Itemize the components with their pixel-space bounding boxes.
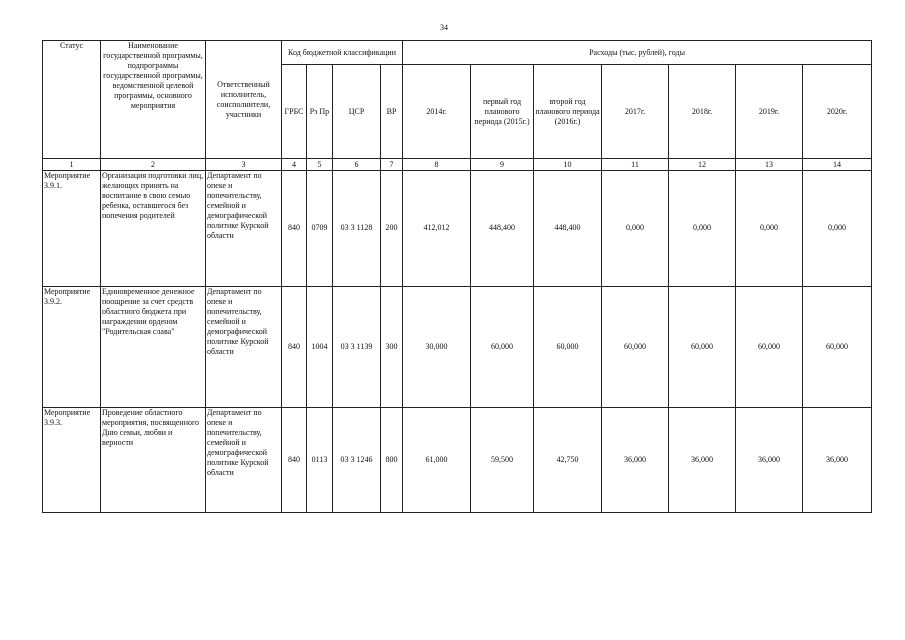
row-2015: 59,500 [471,407,534,513]
row-executor: Департамент по опеке и попечительству, семейной и демографической политике Курской области [206,287,282,408]
row-name: Организация подготовки лиц, желающих принять на воспитание в свою семью ребенка, оставшегося без попечения родителей [101,170,206,286]
row-2017: 60,000 [602,287,669,408]
column-number-row [43,159,872,170]
row-grbs: 840 [282,170,307,286]
row-2018: 36,000 [669,407,736,513]
header-2014: 2014г. [403,65,471,159]
header-2015: первый год планового периода (2015г.) [471,65,534,159]
col-num: 14 [803,159,872,170]
row-2014: 30,000 [403,287,471,408]
col-num: 12 [669,159,736,170]
row-2019: 0,000 [736,170,803,286]
row-2014: 412,012 [403,170,471,286]
table-row [43,287,872,408]
row-2015: 448,400 [471,170,534,286]
row-executor: Департамент по опеке и попечительству, семейной и демографической политике Курской области [206,170,282,286]
row-2020: 60,000 [803,287,872,408]
header-executor: Ответственный исполнитель, соисполнители, участники [206,41,282,159]
header-csr: ЦСР [333,65,381,159]
row-2019: 60,000 [736,287,803,408]
header-2019: 2019г. [736,65,803,159]
row-status: Мероприятие 3.9.1. [43,170,101,286]
row-grbs: 840 [282,287,307,408]
row-name: Проведение областного мероприятия, посвященного Дню семьи, любви и верности [101,407,206,513]
col-num: 4 [282,159,307,170]
row-2020: 36,000 [803,407,872,513]
row-grbs: 840 [282,407,307,513]
row-status: Мероприятие 3.9.3. [43,407,101,513]
header-2017: 2017г. [602,65,669,159]
col-num: 9 [471,159,534,170]
header-grbs: ГРБС [282,65,307,159]
row-csr: 03 3 1128 [333,170,381,286]
header-budget-code: Код бюджетной классификации [282,41,403,65]
header-row-1 [43,41,872,65]
col-num: 7 [381,159,403,170]
row-2017: 36,000 [602,407,669,513]
header-2018: 2018г. [669,65,736,159]
row-status: Мероприятие 3.9.2. [43,287,101,408]
row-2017: 0,000 [602,170,669,286]
row-executor: Департамент по опеке и попечительству, семейной и демографической политике Курской области [206,407,282,513]
row-2018: 0,000 [669,170,736,286]
row-vr: 200 [381,170,403,286]
header-vr: ВР [381,65,403,159]
header-expenses: Расходы (тыс. рублей), годы [403,41,872,65]
row-2015: 60,000 [471,287,534,408]
col-num: 11 [602,159,669,170]
header-2016: второй год планового периода (2016г.) [534,65,602,159]
header-rzpr: Рз Пр [307,65,333,159]
col-num: 1 [43,159,101,170]
header-name: Наименование государственной программы, подпрограммы государственной программы, ведомственной целевой программы, основного мероприятия [101,41,206,159]
row-vr: 800 [381,407,403,513]
budget-table [42,40,872,513]
row-2018: 60,000 [669,287,736,408]
col-num: 13 [736,159,803,170]
row-2014: 61,000 [403,407,471,513]
row-rzpr: 0709 [307,170,333,286]
row-2016: 42,750 [534,407,602,513]
col-num: 10 [534,159,602,170]
table-row [43,170,872,286]
row-rzpr: 0113 [307,407,333,513]
row-2016: 448,400 [534,170,602,286]
row-2019: 36,000 [736,407,803,513]
row-rzpr: 1004 [307,287,333,408]
row-name: Единовременное денежное поощрение за счет средств областного бюджета при награждении орденом "Родительская слава" [101,287,206,408]
row-csr: 03 3 1246 [333,407,381,513]
row-2020: 0,000 [803,170,872,286]
header-status: Статус [43,41,101,159]
row-csr: 03 3 1139 [333,287,381,408]
row-vr: 300 [381,287,403,408]
header-2020: 2020г. [803,65,872,159]
col-num: 2 [101,159,206,170]
table-row [43,407,872,513]
page-number: 34 [440,23,448,32]
row-2016: 60,000 [534,287,602,408]
col-num: 8 [403,159,471,170]
col-num: 6 [333,159,381,170]
col-num: 5 [307,159,333,170]
col-num: 3 [206,159,282,170]
